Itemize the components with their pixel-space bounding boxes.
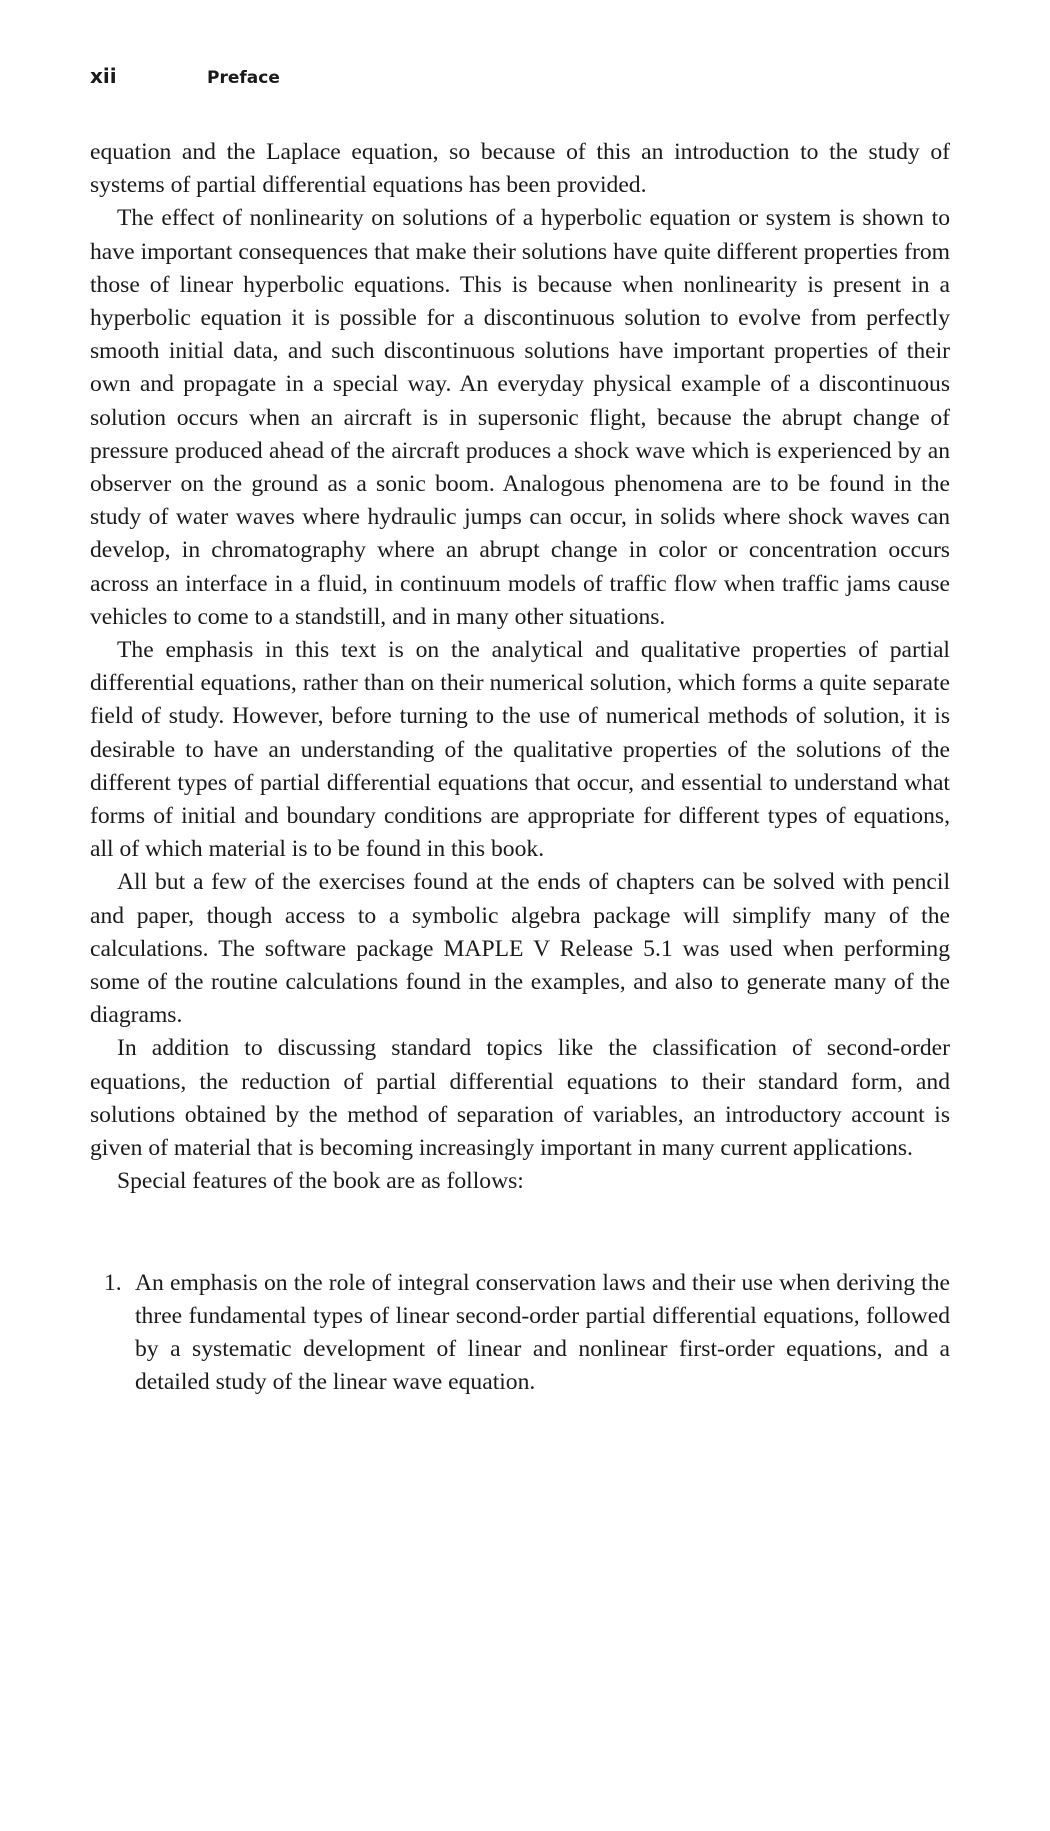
- paragraph-emphasis: The emphasis in this text is on the analytical and qualitative properties of partial differential equations, rather than on their numerical solution, which forms a quite separate field of study. However, before turning to the use of numerical methods of solution, it is desirable to have an understanding of the qualitative properties of the solutions of the different types of partial differential equations that occur, and essential to understand what forms of initial and boundary conditions are appropriate for different types of equations, all of which material is to be found in this book.: [90, 637, 950, 863]
- paragraph-features-intro: Special features of the book are as follows:: [117, 1168, 524, 1195]
- list-item-number: 1.: [104, 1269, 122, 1296]
- body-text: [90, 136, 950, 1399]
- running-head: [90, 64, 950, 94]
- page-number: xii: [90, 64, 117, 88]
- features-list: [90, 1267, 950, 1400]
- paragraph-topics: In addition to discussing standard topics like the classification of second-order equations, the reduction of partial differential equations to their standard form, and solutions obtained by the method of separation of variables, an introductory account is given of material that is becoming increasingly important in many current applications.: [90, 1035, 950, 1162]
- paragraph-continuation: equation and the Laplace equation, so because of this an introduction to the study of systems of partial differential equations has been provided.: [90, 139, 950, 199]
- book-page: [90, 64, 950, 1399]
- paragraph-exercises: All but a few of the exercises found at the ends of chapters can be solved with pencil and paper, though access to a symbolic algebra package will simplify many of the calculations. The software package MAPLE V Release 5.1 was used when performing some of the routine calculations found in the examples, and also to generate many of the diagrams.: [90, 869, 950, 1029]
- paragraph-nonlinearity: The effect of nonlinearity on solutions of a hyperbolic equation or system is shown to have important consequences that make their solutions have quite different properties from those of linear hyperbolic equations. This is because when nonlinearity is present in a hyperbolic equation it is possible for a discontinuous solution to evolve from perfectly smooth initial data, and such discontinuous solutions have important properties of their own and propagate in a special way. An everyday physical example of a discontinuous solution occurs when an aircraft is in supersonic flight, because the abrupt change of pressure produced ahead of the aircraft produces a shock wave which is experienced by an observer on the ground as a sonic boom. Analogous phenomena are to be found in the study of water waves where hydraulic jumps can occur, in solids where shock waves can develop, in chromatography where an abrupt change in color or concentration occurs across an interface in a fluid, in continuum models of traffic flow when traffic jams cause vehicles to come to a standstill, and in many other situations.: [90, 205, 950, 630]
- list-item-text: An emphasis on the role of integral conservation laws and their use when deriving the three fundamental types of linear second-order partial differential equations, followed by a systematic development of linear and nonlinear first-order equations, and a detailed study of the linear wave equation.: [135, 1269, 950, 1396]
- list-item: [90, 1267, 950, 1400]
- section-title: Preface: [207, 68, 280, 88]
